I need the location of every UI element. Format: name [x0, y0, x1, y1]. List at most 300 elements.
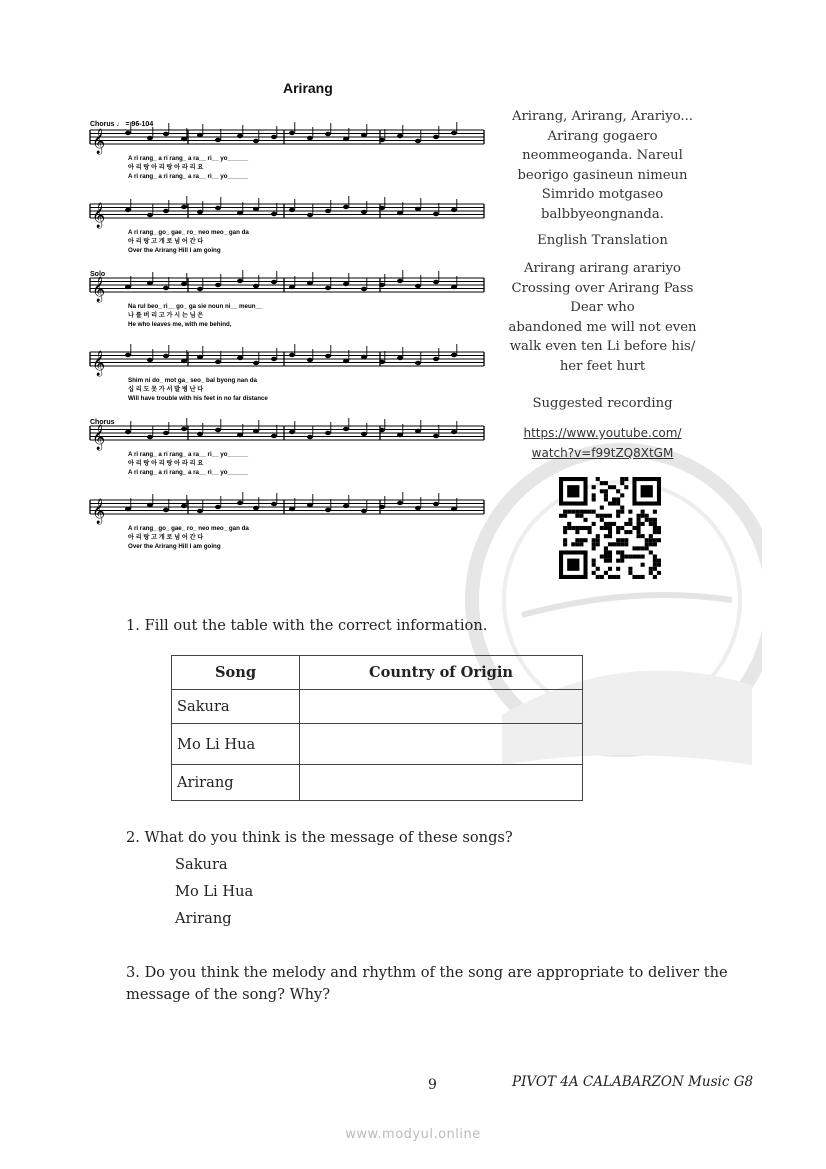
table-header-row — [172, 656, 583, 690]
note-head — [343, 137, 349, 141]
section-label: Chorus — [90, 419, 115, 426]
note-head — [451, 353, 457, 357]
qr-finder — [641, 485, 653, 497]
qr-module — [616, 501, 620, 505]
qr-module — [592, 493, 596, 497]
note-head — [433, 212, 439, 216]
qr-module — [628, 518, 632, 522]
qr-module — [604, 481, 608, 485]
qr-module — [653, 555, 657, 559]
qr-module — [653, 518, 657, 522]
qr-module — [592, 497, 596, 501]
qr-module — [604, 514, 608, 518]
qr-module — [653, 522, 657, 526]
qr-module — [632, 555, 636, 559]
note-head — [289, 430, 295, 434]
note-head — [147, 435, 153, 439]
romanized-line: balbbyeongnanda. — [541, 206, 664, 222]
qr-module — [571, 542, 575, 546]
recording-label: Suggested recording — [532, 396, 673, 411]
lyric-line: 십 리 도 못 가 서 발 병 난 다 — [128, 386, 204, 393]
qr-module — [637, 534, 641, 538]
lyric-line: A ri rang_ a ri rang_ a ra__ ri__ yo______ — [128, 173, 249, 180]
note-head — [125, 131, 131, 135]
qr-module — [575, 542, 579, 546]
qr-module — [624, 555, 628, 559]
qr-module — [616, 497, 620, 501]
qr-module — [579, 538, 583, 542]
qr-module — [653, 559, 657, 563]
note-head — [253, 207, 259, 211]
qr-module — [608, 550, 612, 554]
qr-module — [604, 555, 608, 559]
qr-module — [616, 530, 620, 534]
note-head — [325, 132, 331, 136]
qr-module — [604, 522, 608, 526]
qr-module — [592, 538, 596, 542]
qr-module — [604, 546, 608, 550]
note-head — [197, 432, 203, 436]
qr-module — [649, 567, 653, 571]
qr-module — [628, 555, 632, 559]
question-3-line2: message of the song? Why? — [126, 986, 331, 1003]
note-head — [397, 356, 403, 360]
note-head — [147, 358, 153, 362]
qr-module — [596, 514, 600, 518]
romanized-line: Simrido motgaseo — [541, 187, 664, 202]
qr-module — [653, 575, 657, 579]
note-head — [253, 139, 259, 143]
recording-link-line1[interactable]: https://www.youtube.com/ — [523, 426, 682, 440]
qr-module — [620, 506, 624, 510]
note-head — [197, 509, 203, 513]
note-head — [343, 205, 349, 209]
qr-module — [637, 555, 641, 559]
note-head — [215, 360, 221, 364]
qr-module — [645, 538, 649, 542]
note-head — [307, 358, 313, 362]
qr-module — [608, 514, 612, 518]
qr-module — [592, 559, 596, 563]
note-head — [379, 138, 385, 142]
lyric-line: He who leaves me, with me behind, — [128, 321, 232, 328]
note-head — [289, 208, 295, 212]
song-cell: Arirang — [172, 765, 300, 801]
qr-module — [604, 534, 608, 538]
note-head — [379, 360, 385, 364]
note-head — [163, 132, 169, 136]
q2-item-arirang: Arirang — [175, 910, 232, 927]
qr-module — [653, 542, 657, 546]
note-head — [181, 205, 187, 209]
treble-clef: 𝄞 — [92, 277, 106, 302]
qr-module — [657, 571, 661, 575]
note-head — [433, 280, 439, 284]
qr-module — [604, 489, 608, 493]
note-head — [181, 427, 187, 431]
note-head — [361, 287, 367, 291]
note-head — [181, 504, 187, 508]
note-head — [415, 429, 421, 433]
qr-module — [620, 538, 624, 542]
qr-module — [604, 526, 608, 530]
qr-module — [649, 542, 653, 546]
note-head — [343, 504, 349, 508]
qr-module — [616, 538, 620, 542]
arirang-sheet-music — [88, 114, 488, 554]
note-head — [307, 503, 313, 507]
qr-module — [620, 493, 624, 497]
question-3-line1: 3. Do you think the melody and rhythm of the song are appropriate to deliver the — [126, 964, 728, 981]
note-head — [253, 429, 259, 433]
note-head — [125, 507, 131, 511]
note-head — [125, 353, 131, 357]
qr-module — [563, 510, 567, 514]
qr-module — [641, 563, 645, 567]
qr-module — [563, 526, 567, 530]
lyric-line: Shim ni do_ mot ga_ seo_ bal byong nan da — [128, 377, 257, 384]
note-head — [125, 208, 131, 212]
lyric-line: A ri rang_ a ri rang_ a ra__ ri__ yo______ — [128, 451, 249, 458]
qr-module — [624, 530, 628, 534]
qr-module — [612, 497, 616, 501]
lyric-line: A ri rang_ a ri rang_ a ra__ ri__ yo______ — [128, 469, 249, 476]
note-head — [433, 357, 439, 361]
qr-module — [608, 555, 612, 559]
note-head — [397, 279, 403, 283]
note-head — [237, 279, 243, 283]
note-head — [289, 507, 295, 511]
qr-module — [624, 477, 628, 481]
lyric-line: 아 리 랑 고 개 로 넘 어 간 다 — [128, 534, 204, 541]
qr-module — [637, 575, 641, 579]
note-head — [197, 355, 203, 359]
country-cell[interactable] — [300, 765, 583, 801]
note-head — [125, 285, 131, 289]
qr-module — [559, 514, 563, 518]
note-head — [147, 213, 153, 217]
note-head — [125, 430, 131, 434]
qr-module — [575, 514, 579, 518]
table-row — [172, 724, 583, 765]
qr-module — [632, 575, 636, 579]
qr-module — [608, 534, 612, 538]
qr-module — [612, 501, 616, 505]
note-head — [361, 432, 367, 436]
score-title: Arirang — [283, 80, 333, 96]
romanized-line: Arirang gogaero — [547, 128, 658, 144]
qr-module — [612, 522, 616, 526]
qr-module — [616, 542, 620, 546]
qr-module — [583, 510, 587, 514]
q2-item-sakura: Sakura — [175, 856, 228, 873]
note-head — [343, 427, 349, 431]
lyric-line: 아 리 랑 아 리 랑 아 라 리 요 — [128, 460, 204, 467]
qr-module — [579, 514, 583, 518]
qr-module — [588, 510, 592, 514]
note-head — [361, 210, 367, 214]
qr-module — [620, 555, 624, 559]
footer-reference: PIVOT 4A CALABARZON Music G8 — [512, 1074, 754, 1090]
qr-module — [620, 477, 624, 481]
note-head — [397, 501, 403, 505]
qr-module — [624, 522, 628, 526]
qr-module — [641, 575, 645, 579]
translation-line: walk even ten Li before his/ — [509, 339, 696, 354]
note-head — [271, 434, 277, 438]
translation-heading: English Translation — [537, 233, 668, 248]
qr-module — [612, 542, 616, 546]
qr-module — [567, 522, 571, 526]
note-head — [163, 209, 169, 213]
note-head — [433, 502, 439, 506]
note-head — [237, 134, 243, 138]
qr-module — [637, 518, 641, 522]
qr-module — [592, 571, 596, 575]
qr-module — [645, 514, 649, 518]
country-cell[interactable] — [300, 690, 583, 724]
treble-clef: 𝄞 — [92, 351, 106, 376]
qr-module — [600, 555, 604, 559]
qr-module — [653, 567, 657, 571]
qr-module — [596, 534, 600, 538]
qr-module — [657, 538, 661, 542]
qr-module — [592, 563, 596, 567]
note-head — [451, 131, 457, 135]
qr-module — [612, 485, 616, 489]
qr-module — [628, 530, 632, 534]
qr-module — [608, 485, 612, 489]
note-head — [163, 286, 169, 290]
note-head — [181, 282, 187, 286]
header-country: Country of Origin — [300, 656, 583, 690]
qr-module — [616, 567, 620, 571]
note-head — [253, 361, 259, 365]
treble-clef: 𝄞 — [92, 129, 106, 154]
qr-module — [653, 510, 657, 514]
qr-module — [604, 493, 608, 497]
qr-module — [608, 542, 612, 546]
qr-module — [628, 510, 632, 514]
note-head — [397, 211, 403, 215]
note-head — [361, 509, 367, 513]
qr-module — [583, 526, 587, 530]
translation-line: her feet hurt — [559, 358, 646, 374]
qr-module — [612, 575, 616, 579]
qr-module — [620, 481, 624, 485]
note-head — [237, 211, 243, 215]
note-head — [215, 428, 221, 432]
note-head — [433, 434, 439, 438]
translation-line: Arirang arirang arariyo — [524, 261, 681, 276]
qr-module — [637, 526, 641, 530]
note-head — [325, 209, 331, 213]
lyric-line: 나 를 버 리 고 가 시 는 님 은 — [128, 312, 204, 319]
lyric-line: Over the Arirang Hill I am going — [128, 247, 221, 254]
qr-module — [600, 526, 604, 530]
song-cell: Mo Li Hua — [172, 724, 300, 765]
translation-line: Crossing over Arirang Pass — [511, 280, 694, 296]
qr-module — [600, 514, 604, 518]
qr-finder — [567, 485, 579, 497]
qr-module — [628, 567, 632, 571]
qr-module — [616, 514, 620, 518]
qr-module — [645, 542, 649, 546]
qr-module — [604, 550, 608, 554]
note-head — [451, 285, 457, 289]
qr-module — [579, 542, 583, 546]
lyric-line: A ri rang_ go_ gae_ ro_ neo meo_ gan da — [128, 229, 249, 236]
question-1: 1. Fill out the table with the correct information. — [126, 617, 488, 634]
qr-module — [657, 526, 661, 530]
qr-module — [563, 538, 567, 542]
qr-module — [579, 510, 583, 514]
note-head — [325, 286, 331, 290]
note-head — [163, 508, 169, 512]
qr-module — [608, 559, 612, 563]
qr-module — [567, 510, 571, 514]
note-head — [197, 210, 203, 214]
note-head — [253, 506, 259, 510]
qr-module — [600, 575, 604, 579]
qr-module — [608, 501, 612, 505]
note-head — [215, 206, 221, 210]
note-head — [271, 135, 277, 139]
country-cell[interactable] — [300, 724, 583, 765]
note-head — [289, 353, 295, 357]
qr-module — [596, 477, 600, 481]
qr-module — [637, 530, 641, 534]
qr-module — [620, 542, 624, 546]
qr-module — [637, 514, 641, 518]
qr-code[interactable] — [559, 477, 661, 579]
note-head — [451, 507, 457, 511]
qr-module — [624, 485, 628, 489]
table-row — [172, 765, 583, 801]
treble-clef: 𝄞 — [92, 499, 106, 524]
recording-link-line2[interactable]: watch?v=f99tZQ8XtGM — [531, 446, 674, 460]
qr-module — [575, 538, 579, 542]
qr-module — [596, 575, 600, 579]
note-head — [415, 284, 421, 288]
qr-module — [653, 563, 657, 567]
note-head — [147, 136, 153, 140]
qr-module — [624, 538, 628, 542]
romanized-line: beorigo gasineun nimeun — [517, 167, 688, 183]
qr-module — [649, 571, 653, 575]
note-head — [307, 281, 313, 285]
note-head — [181, 137, 187, 141]
q2-item-mo-li-hua: Mo Li Hua — [175, 883, 254, 900]
header-song: Song — [172, 656, 300, 690]
qr-module — [620, 526, 624, 530]
qr-module — [649, 534, 653, 538]
note-head — [253, 284, 259, 288]
note-head — [271, 212, 277, 216]
note-head — [379, 206, 385, 210]
note-head — [307, 213, 313, 217]
lyric-line: A ri rang_ a ri rang_ a ra__ ri__ yo______ — [128, 155, 249, 162]
note-head — [379, 505, 385, 509]
note-head — [361, 133, 367, 137]
note-head — [237, 501, 243, 505]
note-head — [451, 208, 457, 212]
qr-finder — [567, 559, 579, 571]
qr-module — [600, 518, 604, 522]
qr-module — [649, 538, 653, 542]
qr-module — [641, 546, 645, 550]
qr-module — [616, 510, 620, 514]
qr-module — [616, 489, 620, 493]
qr-module — [588, 526, 592, 530]
qr-module — [608, 526, 612, 530]
note-head — [325, 354, 331, 358]
qr-module — [596, 542, 600, 546]
qr-module — [641, 514, 645, 518]
note-head — [215, 138, 221, 142]
note-head — [415, 207, 421, 211]
qr-module — [583, 518, 587, 522]
qr-module — [596, 567, 600, 571]
song-cell: Sakura — [172, 690, 300, 724]
qr-module — [604, 559, 608, 563]
qr-module — [632, 526, 636, 530]
note-head — [163, 354, 169, 358]
note-head — [197, 287, 203, 291]
treble-clef: 𝄞 — [92, 203, 106, 228]
qr-module — [657, 559, 661, 563]
qr-module — [649, 550, 653, 554]
note-head — [415, 139, 421, 143]
tempo-marking: Chorus ♩ = 96-104 — [90, 121, 154, 128]
qr-module — [645, 546, 649, 550]
qr-module — [649, 518, 653, 522]
note-head — [147, 281, 153, 285]
lyric-line: Will have trouble with his feet in no far distance — [128, 395, 268, 402]
table-row — [172, 690, 583, 724]
qr-module — [620, 510, 624, 514]
note-head — [415, 506, 421, 510]
qr-module — [563, 542, 567, 546]
question-2: 2. What do you think is the message of these songs? — [126, 829, 513, 846]
qr-module — [616, 559, 620, 563]
qr-module — [620, 559, 624, 563]
note-head — [289, 285, 295, 289]
qr-module — [641, 510, 645, 514]
note-head — [163, 431, 169, 435]
qr-module — [575, 530, 579, 534]
qr-module — [616, 575, 620, 579]
qr-module — [620, 550, 624, 554]
qr-module — [563, 514, 567, 518]
lyric-line: Over the Arirang Hill I am going — [128, 543, 221, 550]
qr-module — [592, 522, 596, 526]
romanized-line: neommeoganda. Nareul — [522, 148, 683, 163]
qr-module — [588, 530, 592, 534]
note-head — [215, 283, 221, 287]
note-head — [215, 505, 221, 509]
qr-module — [583, 538, 587, 542]
lyric-line: A ri rang_ go_ gae_ ro_ neo meo_ gan da — [128, 525, 249, 532]
qr-module — [628, 522, 632, 526]
note-head — [237, 356, 243, 360]
page-number: 9 — [428, 1077, 437, 1093]
qr-module — [616, 550, 620, 554]
note-head — [451, 430, 457, 434]
qr-module — [657, 563, 661, 567]
romanized-line: Arirang, Arirang, Arariyo... — [511, 109, 693, 124]
qr-module — [579, 526, 583, 530]
